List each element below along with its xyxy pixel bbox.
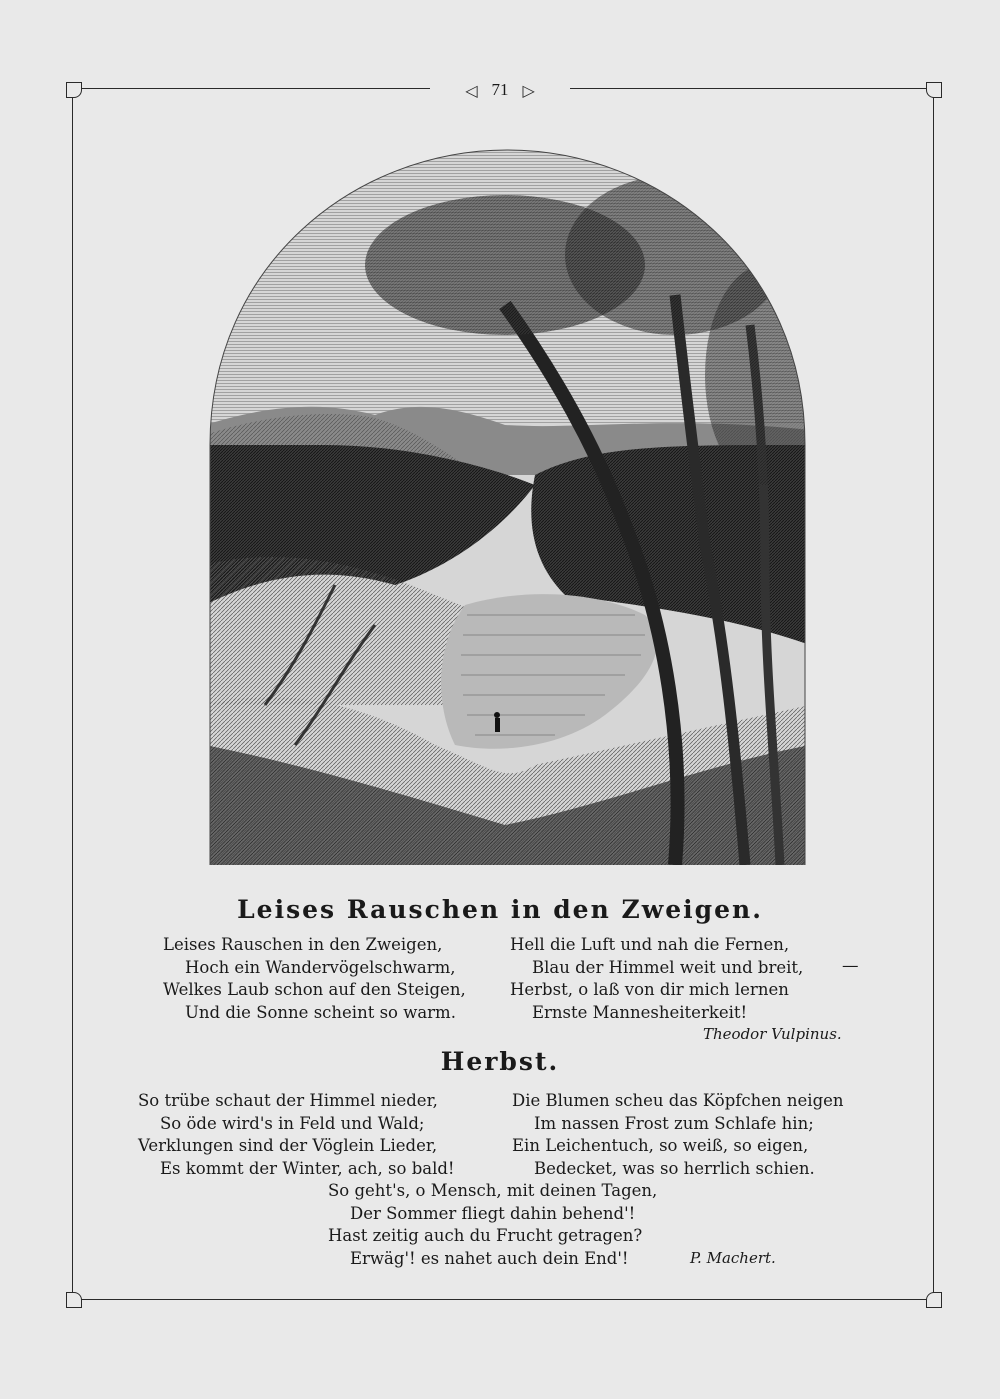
poem-title-leises-rauschen: Leises Rauschen in den Zweigen. [237, 895, 763, 924]
verse-line: So geht's, o Mensch, mit deinen Tagen, [328, 1181, 658, 1200]
verse-line: So öde wird's in Feld und Wald; [160, 1113, 425, 1133]
poem1-right-stanza [510, 934, 803, 1024]
page-number: 71 [491, 80, 509, 99]
landscape-engraving [205, 145, 810, 865]
verse-line: Ein Leichentuch, so weiß, so eigen, [512, 1136, 809, 1155]
poem2-right-stanza [512, 1090, 844, 1180]
verse-line: Der Sommer fliegt dahin behend'! [350, 1203, 636, 1223]
verse-line: So trübe schaut der Himmel nieder, [138, 1091, 438, 1110]
page-header [430, 76, 570, 104]
poem1-author: Theodor Vulpinus. [703, 1025, 842, 1043]
poem-title-herbst: Herbst. [440, 1047, 560, 1076]
poem2-left-stanza [138, 1090, 455, 1180]
poem2-author: P. Machert. [690, 1249, 776, 1267]
right-ornament-icon: ▷ [522, 80, 535, 100]
verse-line: Hoch ein Wandervögelschwarm, [185, 957, 456, 977]
verse-line: Hast zeitig auch du Frucht getragen? [328, 1226, 643, 1245]
left-ornament-icon: ◁ [465, 80, 478, 100]
verse-line: Bedecket, was so herrlich schien. [534, 1158, 815, 1178]
frame-corner-bottom-left [66, 1292, 82, 1308]
verse-line: Und die Sonne scheint so warm. [185, 1002, 456, 1022]
verse-line: Verklungen sind der Vöglein Lieder, [138, 1136, 438, 1155]
frame-corner-bottom-right [926, 1292, 942, 1308]
verse-line: Blau der Himmel weit und breit, [532, 957, 804, 977]
em-dash: — [842, 956, 859, 975]
verse-line: Hell die Luft und nah die Fernen, [510, 935, 790, 954]
verse-line: Es kommt der Winter, ach, so bald! [160, 1158, 455, 1178]
verse-line: Welkes Laub schon auf den Steigen, [163, 980, 466, 999]
poem1-left-stanza [163, 934, 466, 1024]
verse-line: Im nassen Frost zum Schlafe hin; [534, 1113, 814, 1133]
verse-line: Herbst, o laß von dir mich lernen [510, 980, 789, 999]
verse-line: Leises Rauschen in den Zweigen, [163, 935, 443, 954]
verse-line: Die Blumen scheu das Köpfchen neigen [512, 1091, 844, 1110]
frame-corner-top-left [66, 82, 82, 98]
frame-corner-top-right [926, 82, 942, 98]
verse-line: Erwäg'! es nahet auch dein End'! [350, 1248, 629, 1268]
verse-line: Ernste Mannesheiterkeit! [532, 1002, 748, 1022]
poem2-final-stanza [328, 1180, 657, 1270]
